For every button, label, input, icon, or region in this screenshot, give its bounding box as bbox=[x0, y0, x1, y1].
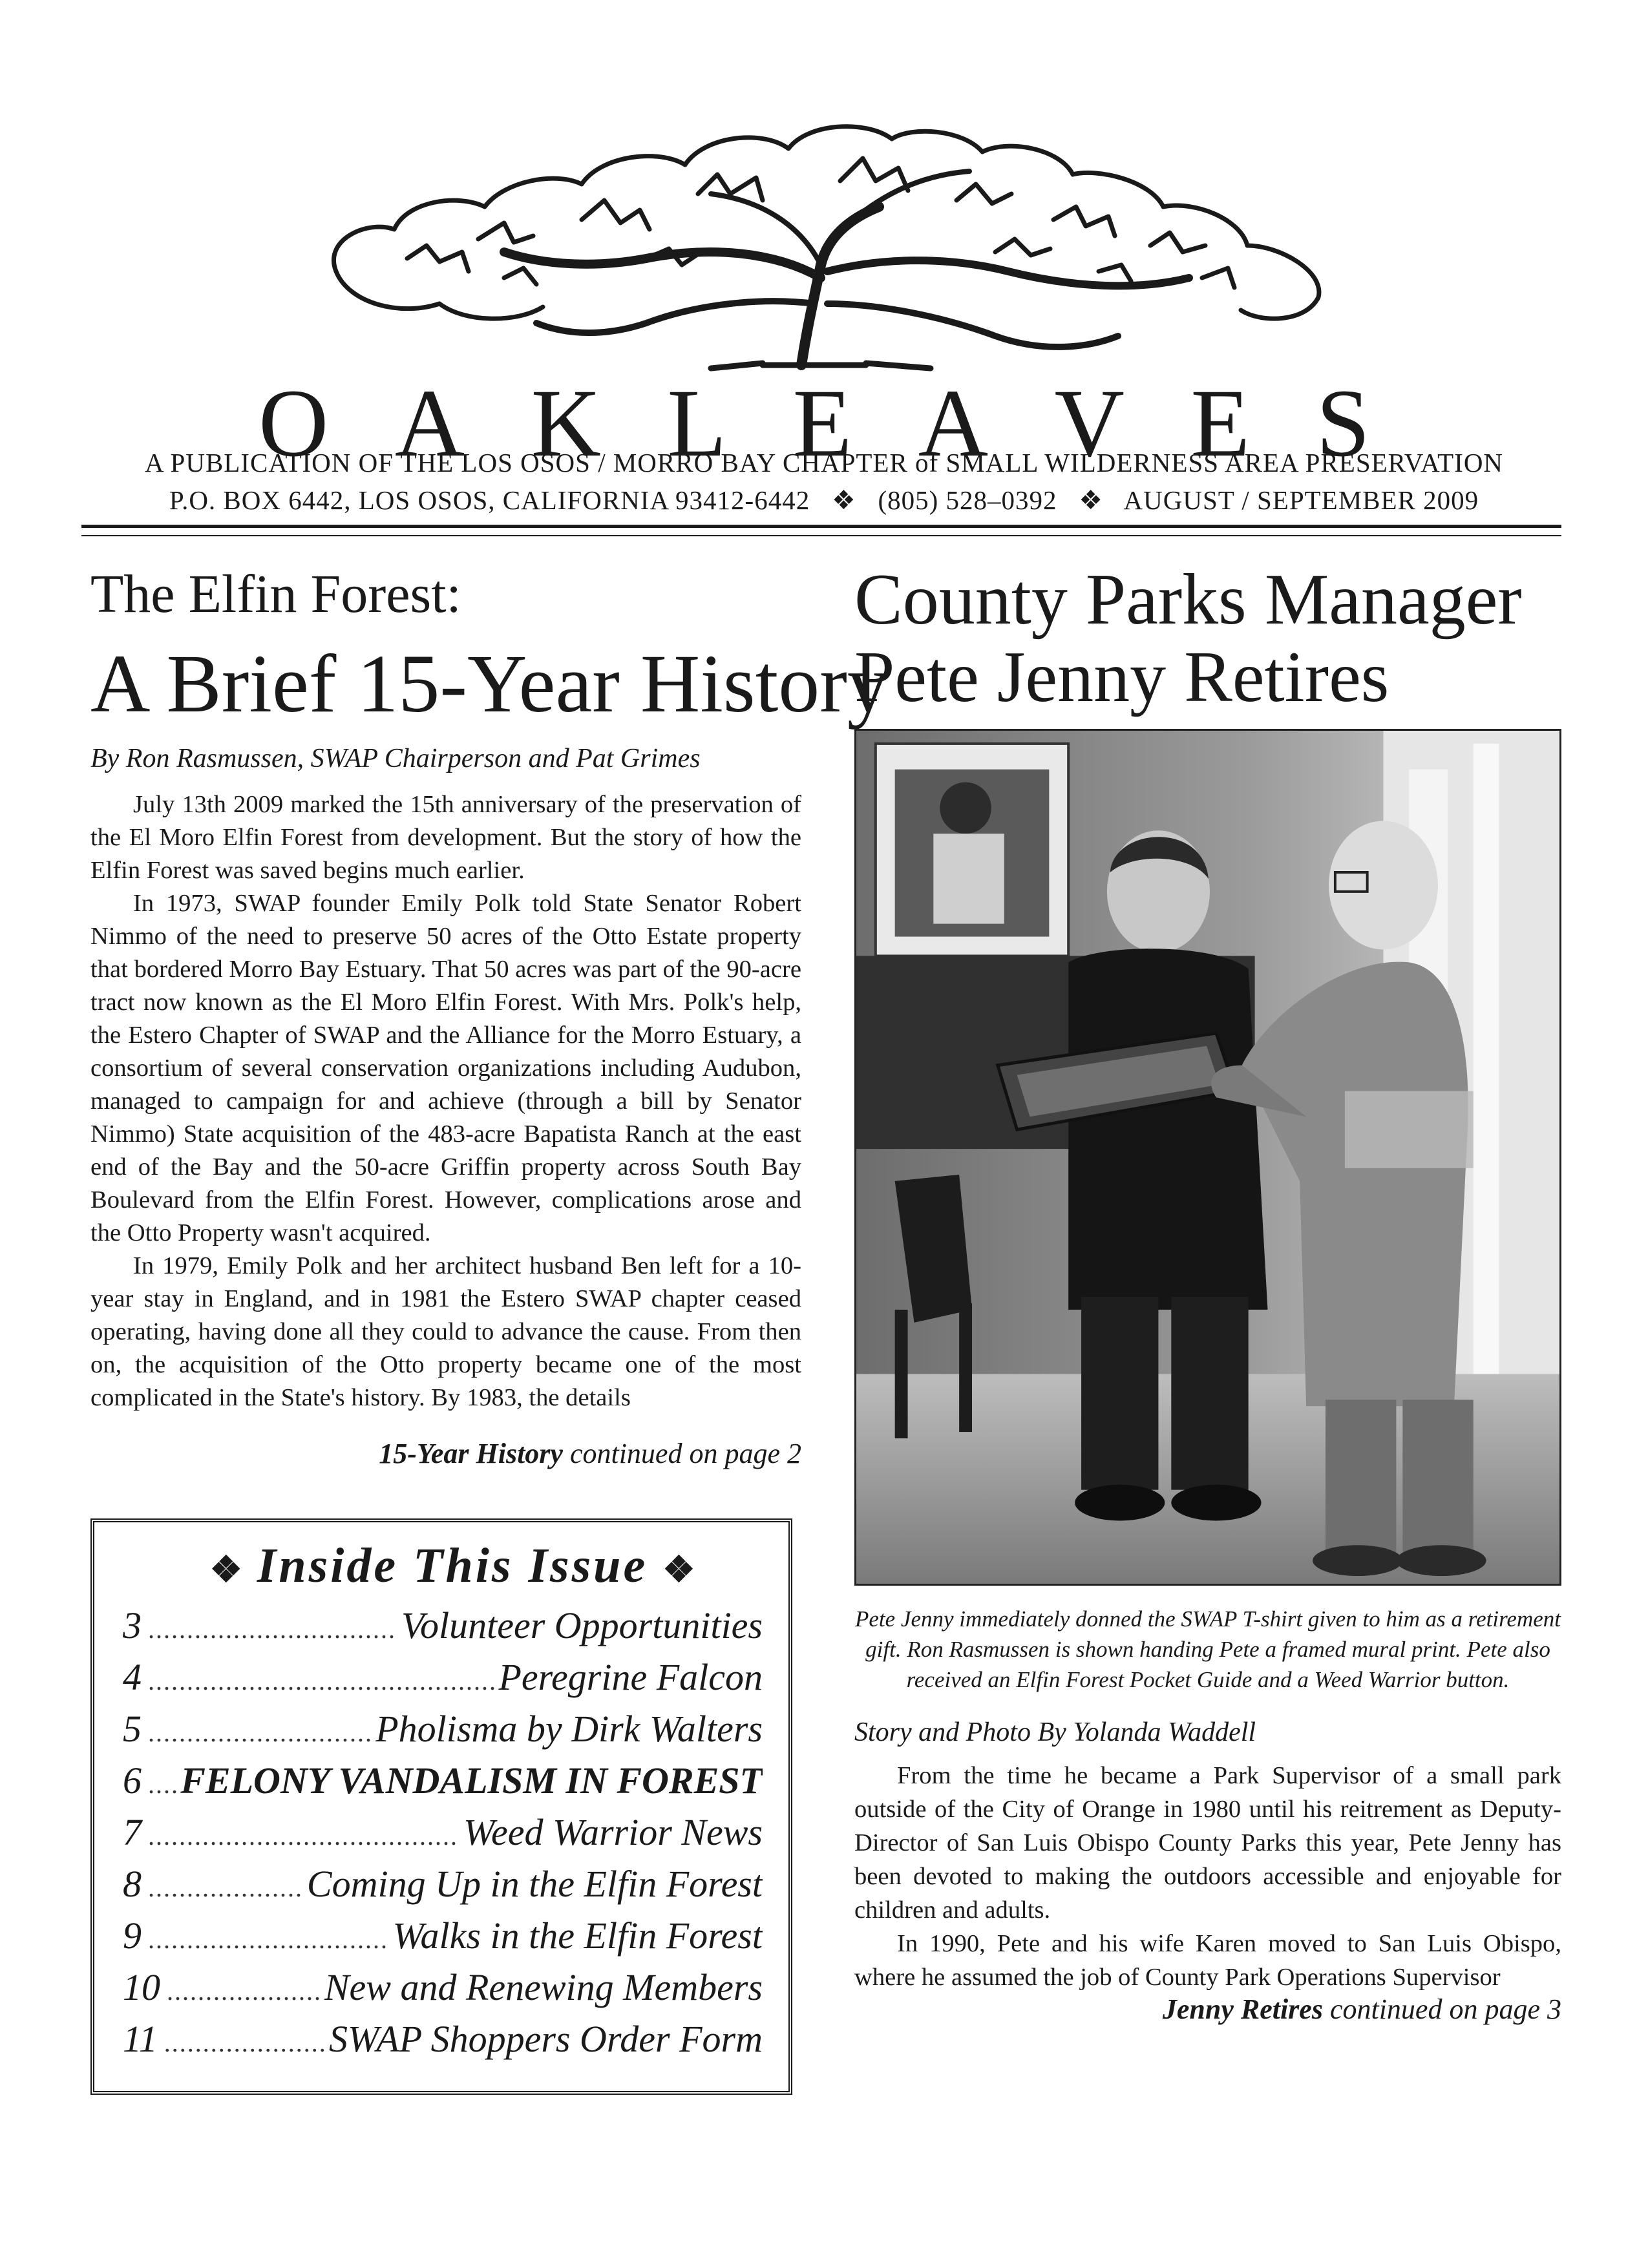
headline-line: Pete Jenny Retires bbox=[854, 637, 1389, 717]
dot-leader bbox=[148, 1614, 397, 1644]
dot-leader bbox=[167, 1976, 321, 2006]
issue-list-item bbox=[123, 2017, 763, 2069]
masthead-rule bbox=[81, 525, 1561, 528]
separator-diamond-icon: ❖ bbox=[1079, 485, 1104, 515]
diamond-icon: ❖ bbox=[209, 1550, 242, 1590]
masthead-letter: O bbox=[259, 370, 329, 477]
diamond-icon: ❖ bbox=[662, 1550, 695, 1590]
issue-item-title: Volunteer Opportunities bbox=[401, 1604, 763, 1646]
continued-text: continued on page 2 bbox=[569, 1438, 801, 1469]
masthead-letter: E bbox=[1190, 370, 1251, 477]
issue-list-item bbox=[123, 1604, 763, 1655]
phone: (805) 528–0392 bbox=[878, 485, 1057, 515]
issue-page-number: 3 bbox=[123, 1604, 142, 1646]
masthead-letter: E bbox=[792, 370, 852, 477]
masthead-letter: K bbox=[531, 370, 601, 477]
inside-issue-heading bbox=[155, 1538, 750, 1594]
dot-leader bbox=[148, 1873, 303, 1903]
continued-label: Jenny Retires bbox=[1162, 1993, 1323, 2025]
article-body bbox=[854, 1759, 1561, 1994]
issue-list-item bbox=[123, 1759, 763, 1811]
inside-issue-list bbox=[123, 1604, 763, 2069]
masthead-letter: A bbox=[394, 370, 465, 477]
issue-list-item bbox=[123, 1966, 763, 2017]
article-paragraph: July 13th 2009 marked the 15th anniversary of the preservation of the El Moro Elfin Forest from development. But the story of how the Elfin Forest was saved begins much earlier. bbox=[90, 791, 801, 884]
dot-leader bbox=[148, 1769, 176, 1800]
continued-text: continued on page 3 bbox=[1329, 1993, 1561, 2025]
masthead-subtitle: A PUBLICATION OF THE LOS OSOS / MORRO BAY CHAPTER of SMALL WILDERNESS AREA PRESERVATION bbox=[144, 448, 1504, 478]
issue-page-number: 7 bbox=[123, 1811, 142, 1853]
issue-item-title: Walks in the Elfin Forest bbox=[392, 1915, 763, 1957]
masthead-letter: L bbox=[667, 370, 727, 477]
issue-item-title: New and Renewing Members bbox=[324, 1966, 763, 2008]
dot-leader bbox=[148, 1666, 494, 1696]
continued-note bbox=[854, 1993, 1561, 2026]
dot-leader bbox=[164, 2028, 325, 2058]
issue-page-number: 10 bbox=[123, 1966, 160, 2008]
dot-leader bbox=[148, 1924, 389, 1955]
masthead-letter: V bbox=[1054, 370, 1125, 477]
issue-page-number: 6 bbox=[123, 1759, 142, 1801]
issue-item-title: Peregrine Falcon bbox=[498, 1656, 763, 1698]
article-byline: Story and Photo By Yolanda Waddell bbox=[854, 1717, 1256, 1747]
issue-list-item bbox=[123, 1862, 763, 1914]
issue-page-number: 4 bbox=[123, 1656, 142, 1698]
masthead-letter: A bbox=[918, 370, 989, 477]
headline-line: County Parks Manager bbox=[854, 560, 1522, 640]
issue-list-item bbox=[123, 1914, 763, 1966]
issue-page-number: 5 bbox=[123, 1708, 142, 1750]
article-headline: A Brief 15-Year History bbox=[90, 638, 889, 730]
issue-item-title: Coming Up in the Elfin Forest bbox=[306, 1863, 763, 1905]
article-headline bbox=[854, 561, 1565, 716]
issue-list-item bbox=[123, 1707, 763, 1759]
retirement-photo-icon bbox=[854, 729, 1561, 1586]
article-body bbox=[90, 788, 801, 1414]
issue-list-item bbox=[123, 1811, 763, 1862]
address: P.O. BOX 6442, LOS OSOS, CALIFORNIA 93412-6442 bbox=[169, 485, 810, 515]
issue-item-title: SWAP Shoppers Order Form bbox=[329, 2018, 763, 2060]
issue-page-number: 8 bbox=[123, 1863, 142, 1905]
photo-caption: Pete Jenny immediately donned the SWAP T-shirt given to him as a retirement gift. Ron Rasmussen is shown handing Pete a framed mural print. Pete also received an Elfin Forest Pocket Guide and a Weed Warrior button. bbox=[854, 1606, 1561, 1692]
oak-tree-logo-icon bbox=[310, 110, 1344, 375]
issue-date: AUGUST / SEPTEMBER 2009 bbox=[1123, 485, 1479, 515]
issue-page-number: 9 bbox=[123, 1915, 142, 1957]
inside-issue-title: Inside This Issue bbox=[257, 1538, 648, 1593]
issue-page-number: 11 bbox=[123, 2018, 158, 2060]
separator-diamond-icon: ❖ bbox=[831, 485, 856, 515]
issue-item-title: FELONY VANDALISM IN FOREST bbox=[180, 1759, 763, 1801]
dot-leader bbox=[148, 1717, 372, 1748]
dot-leader bbox=[148, 1821, 460, 1851]
article-byline: By Ron Rasmussen, SWAP Chairperson and Pat Grimes bbox=[90, 744, 701, 773]
issue-item-title: Weed Warrior News bbox=[463, 1811, 763, 1853]
article-paragraph: In 1979, Emily Polk and her architect husband Ben left for a 10-year stay in England, and in 1981 the Estero SWAP chapter ceased operating, having done all they could to advance the cause. From then on, the acquisition of the Otto property became one of the most complicated in the State's history. By 1983, the details bbox=[90, 1252, 801, 1411]
issue-item-title: Pholisma by Dirk Walters bbox=[375, 1708, 763, 1750]
article-paragraph: From the time he became a Park Supervisor of a small park outside of the City of Orange in 1980 until his reitrement as Deputy-Director of San Luis Obispo County Parks this year, Pete Jenny has been devoted to making the outdoors accessible and enjoyable for children and adults. bbox=[854, 1762, 1561, 1924]
masthead-rule bbox=[81, 535, 1561, 536]
continued-note bbox=[90, 1437, 801, 1470]
continued-label: 15-Year History bbox=[379, 1438, 563, 1469]
article-paragraph: In 1990, Pete and his wife Karen moved to San Luis Obispo, where he assumed the job of County Park Operations Supervisor bbox=[854, 1930, 1561, 1991]
article-kicker: The Elfin Forest: bbox=[90, 564, 461, 624]
article-paragraph: In 1973, SWAP founder Emily Polk told State Senator Robert Nimmo of the need to preserve 50 acres of the Otto Estate property that bordered Morro Bay Estuary. That 50 acres was part of the 90-acre tract now known as the El Moro Elfin Forest. With Mrs. Polk's help, the Estero Chapter of SWAP and the Alliance for the Morro Estuary, a consortium of several conservation organizations including Audubon, managed to campaign for and achieve (through a bill by Senator Nimmo) State acquisition of the 483-acre Bapatista Ranch at the east end of the Bay and the 50-acre Griffin property across South Bay Boulevard from the Elfin Forest. However, complications arose and the Otto Property wasn't acquired. bbox=[90, 890, 801, 1246]
masthead-contact-line bbox=[129, 485, 1519, 516]
issue-list-item bbox=[123, 1655, 763, 1707]
masthead-letter: S bbox=[1316, 370, 1370, 477]
